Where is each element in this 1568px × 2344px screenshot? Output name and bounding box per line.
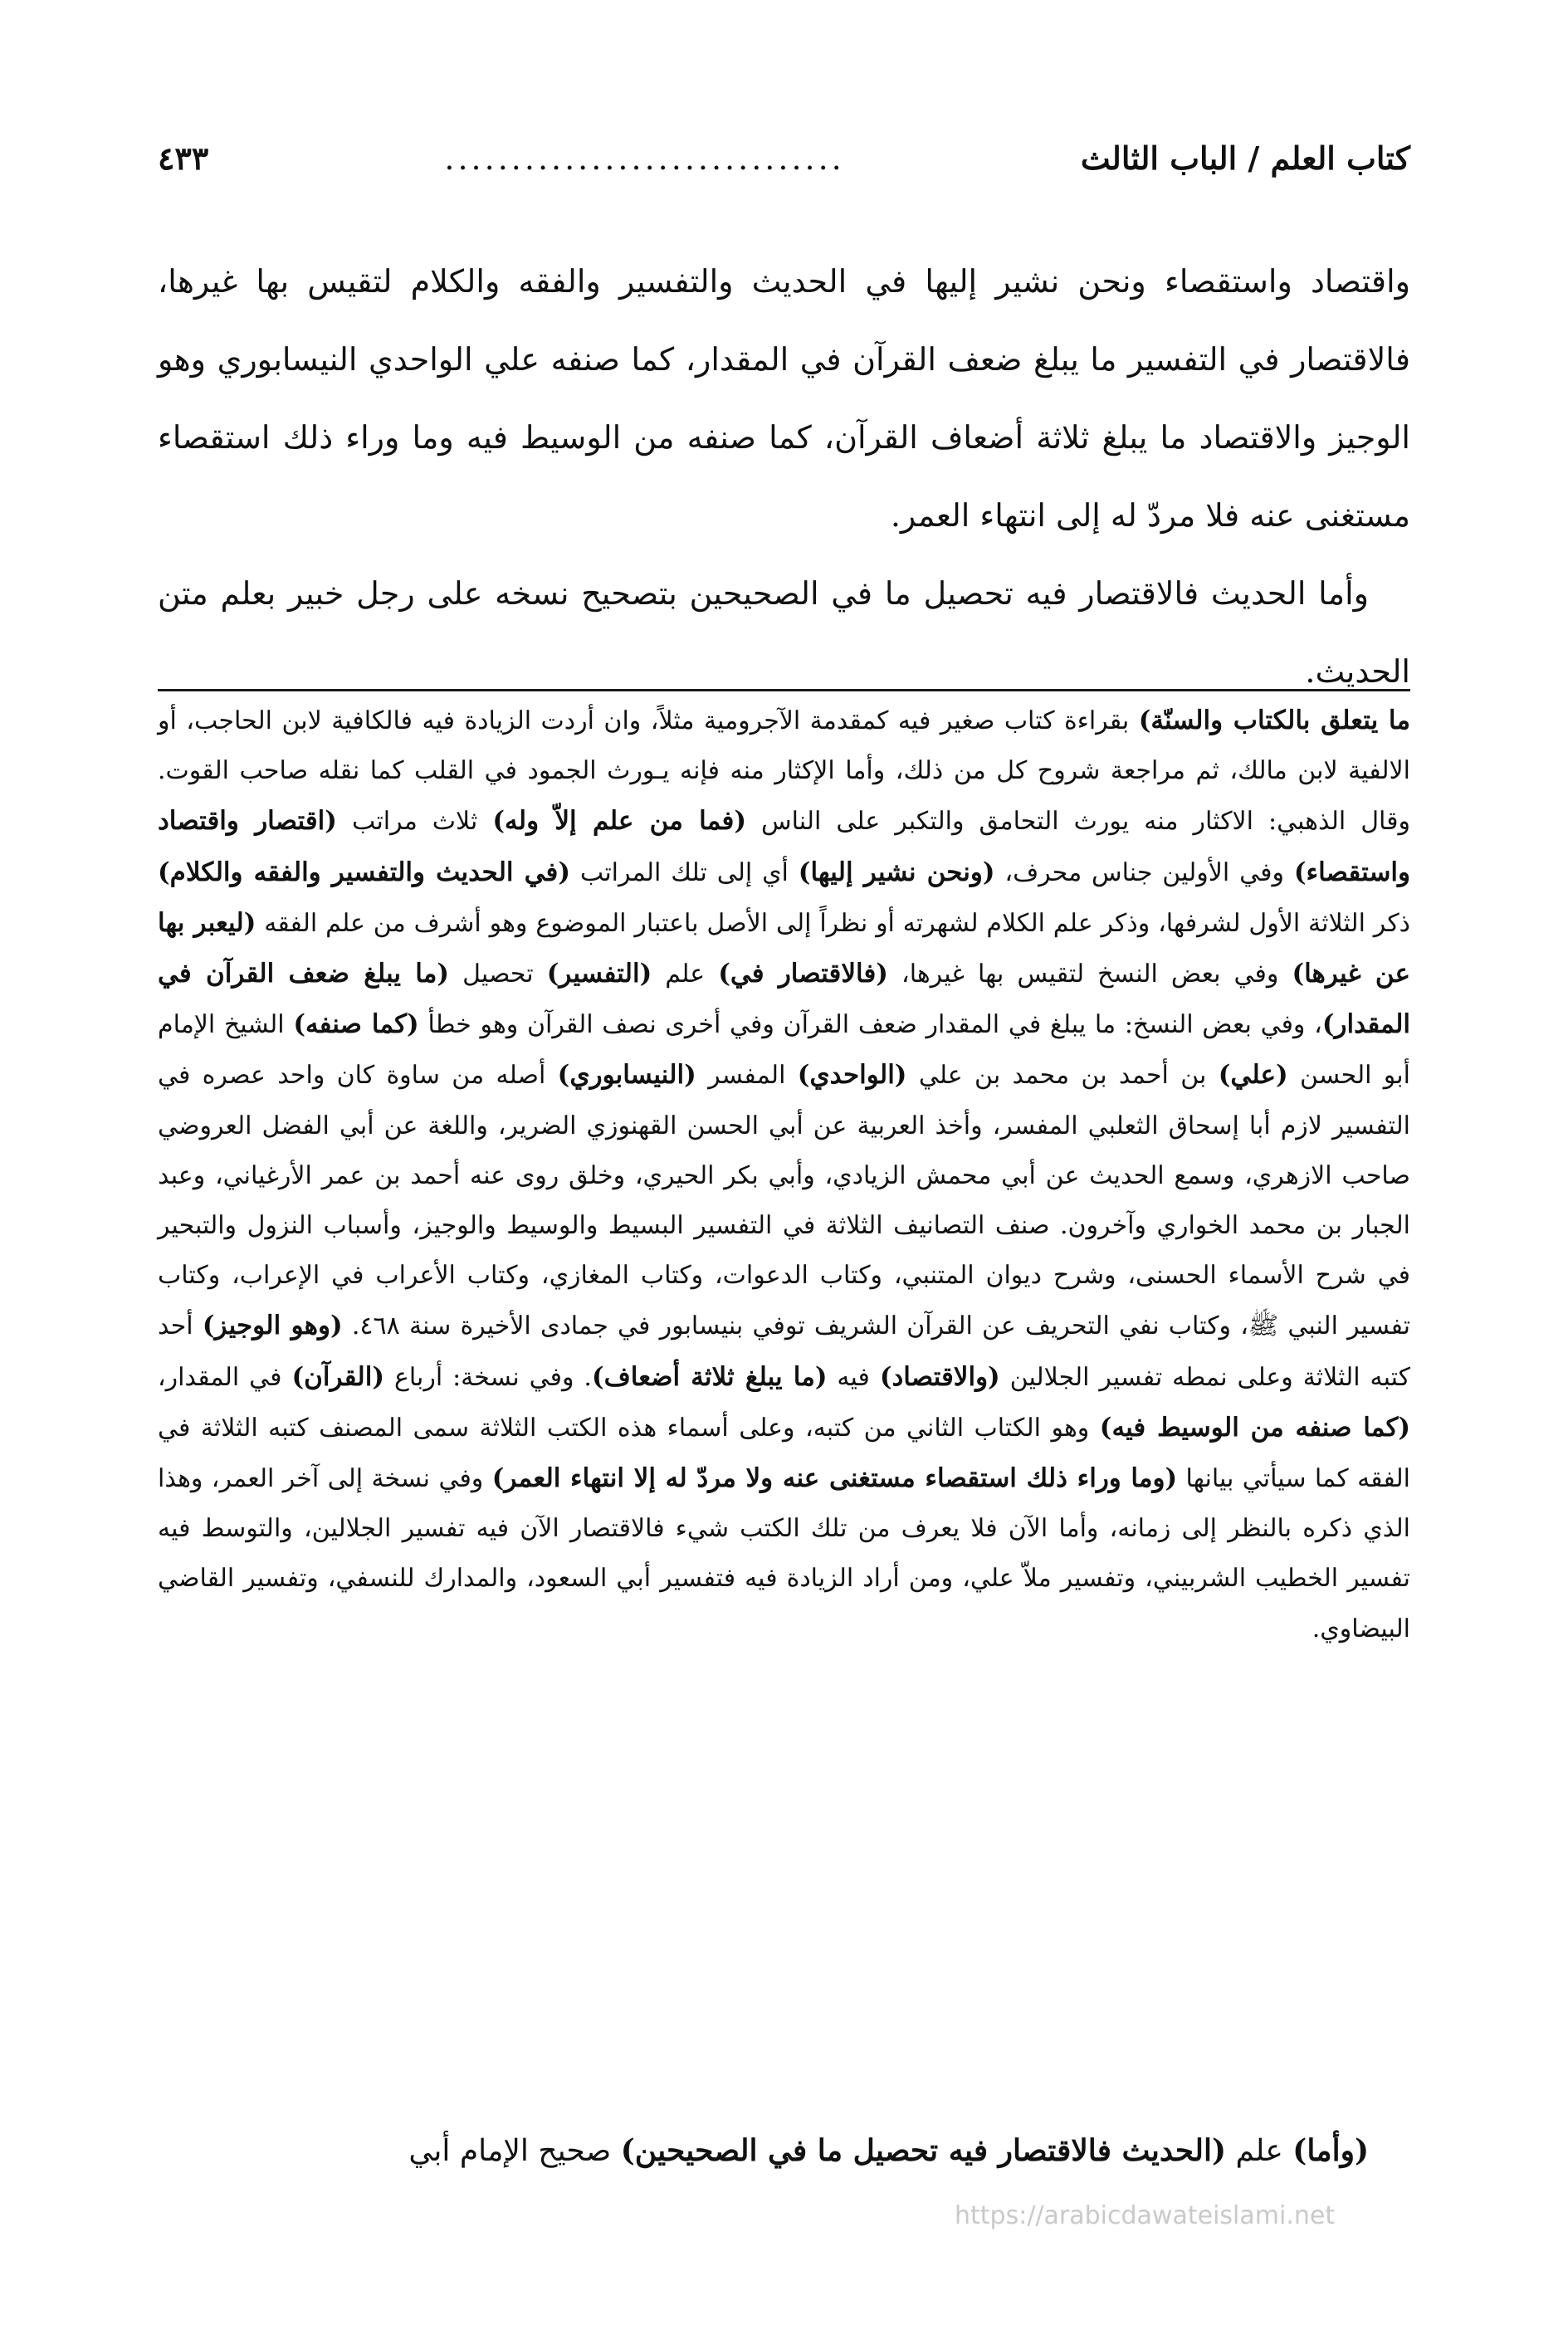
commentary-emphasis: (ليعبر بها عن غيرها) <box>158 907 1410 989</box>
commentary-text: وفي الأولين جناس محرف، <box>994 857 1294 887</box>
commentary-emphasis: (في الحديث والتفسير والفقه والكلام) <box>158 857 570 887</box>
leader-dots: .............................. <box>444 140 845 177</box>
page-number: ٤٣٣ <box>158 139 209 177</box>
footnote-divider <box>158 689 1410 691</box>
commentary-emphasis: (ما يبلغ ثلاثة أضعاف) <box>591 1361 828 1392</box>
commentary-emphasis: ما يتعلق بالكتاب والسنّة) <box>1138 706 1410 735</box>
commentary-emphasis: (علي) <box>1218 1060 1288 1091</box>
commentary-text: بن أحمد بن محمد بن علي <box>906 1061 1219 1091</box>
closing-plain-1: علم <box>1226 2134 1293 2168</box>
commentary-text: أحد كتبه الثلاثة وعلى نمطه تفسير الجلالين <box>158 1311 1410 1392</box>
commentary-text: علم <box>652 960 719 989</box>
commentary-text: تحصيل <box>449 960 547 989</box>
website-watermark: https://arabicdawateislami.net <box>955 2201 1336 2230</box>
commentary-paragraph <box>158 696 1410 1654</box>
commentary-text: وهو الكتاب الثاني من كتبه، وعلى أسماء هذه الكتب الثلاثة سمى المصنف كتبه الثلاثة في الفقه كما سيأتي بيانها <box>158 1413 1410 1494</box>
main-paragraph-2: وأما الحديث فالاقتصار فيه تحصيل ما في الصحيحين بتصحيح نسخه على رجل خبير بعلم متن الحديث. <box>158 575 1410 690</box>
commentary-emphasis: (اقتصار واقتصاد واستقصاء) <box>158 806 1411 887</box>
main-text <box>158 242 1410 711</box>
commentary-emphasis: (وما وراء ذلك استقصاء مستغنى عنه ولا مردّ له إلا انتهاء العمر) <box>491 1463 1178 1494</box>
commentary-emphasis: (التفسير) <box>546 959 652 989</box>
commentary-text: وفي نسخة إلى آخر العمر، وهذا الذي ذكره بالنظر إلى زمانه، وأما الآن فلا يعرف من تلك الكتب شيء فالاقتصار الآن فيه تفسير الجلالين، والتوسط فيه تفسير الخطيب الشربيني، وتفسير ملاّ علي، ومن أراد الزيادة فيه فتفسير أبي السعود، والمدارك للنسفي، وتفسير القاضي البيضاوي. <box>158 1464 1410 1643</box>
commentary-emphasis: (الواحدي) <box>797 1060 907 1091</box>
commentary-emphasis: (ما يبلغ ضعف القرآن في المقدار) <box>158 959 1411 1040</box>
commentary-text: الشيخ الإمام أبو الحسن <box>158 1010 1410 1091</box>
main-paragraph-1: واقتصاد واستقصاء ونحن نشير إليها في الحديث والتفسير والفقه والكلام لتقيس بها غيرها، فالاقتصار في التفسير ما يبلغ ضعف القرآن في المقدار، كما صنفه علي الواحدي النيسابوري وهو الوجيز والاقتصاد ما يبلغ ثلاثة أضعاف القرآن، كما صنفه من الوسيط فيه وما وراء ذلك استقصاء مستغنى عنه فلا مردّ له إلى انتهاء العمر. <box>158 263 1410 534</box>
commentary-emphasis: (النيسابوري) <box>557 1060 696 1091</box>
commentary-emphasis: (والاقتصاد) <box>879 1361 1000 1392</box>
commentary-emphasis: (كما صنفه من الوسيط فيه) <box>1099 1412 1410 1443</box>
commentary-emphasis: (فالاقتصار في) <box>718 959 888 989</box>
running-header <box>158 139 1410 189</box>
commentary-emphasis: (القرآن) <box>291 1361 385 1392</box>
commentary-text: . وفي نسخة: أرباع <box>384 1362 592 1392</box>
commentary-text: ثلاث مراتب <box>336 807 493 837</box>
commentary-text: أي إلى تلك المراتب <box>569 857 799 887</box>
commentary-block <box>158 696 1410 1654</box>
commentary-text: ، وفي بعض النسخ: ما يبلغ في المقدار ضعف القرآن وفي أخرى نصف القرآن وهو خطأ <box>418 1010 1322 1040</box>
closing-bold-1: (وأما) <box>1292 2133 1369 2168</box>
commentary-emphasis: (ونحن نشير إليها) <box>798 857 995 887</box>
commentary-emphasis: (كما صنفه) <box>293 1009 419 1040</box>
commentary-text: أصله من ساوة كان واحد عصره في التفسير لازم أبا إسحاق الثعلبي المفسر، وأخذ العربية عن أبي الحسن القهنوزي الضرير، واللغة عن أبي الفضل العروضي صاحب الازهري، وسمع الحديث عن أبي محمش الزيادي، وأبي بكر الحيري، وخلق روى عنه أحمد بن عمر الأرغياني، وعبد الجبار بن محمد الخواري وآخرون. صنف التصانيف الثلاثة في التفسير البسيط والوسيط والوجيز، وأسباب النزول والتبحير في شرح الأسماء الحسنى، وشرح ديوان المتنبي، وكتاب الدعوات، وكتاب المغازي، وكتاب الأعراب في الإعراب، وكتاب تفسير النبي ﷺ، وكتاب نفي التحريف عن القرآن الشريف توفي بنيسابور في جمادى الأخيرة سنة ٤٦٨. <box>158 1061 1411 1341</box>
commentary-text: وفي بعض النسخ لتقيس بها غيرها، <box>887 960 1292 989</box>
closing-bold-2: (الحديث فالاقتصار فيه تحصيل ما في الصحيحين) <box>620 2133 1227 2168</box>
commentary-text: بقراءة كتاب صغير فيه كمقدمة الآجرومية مثلاً، وان أردت الزيادة فيه فالكافية لابن الحاجب، أو الالفية لابن مالك، ثم مراجعة شروح كل من ذلك، وأما الإكثار منه فإنه يـورث الجمود في القلب كما نقله صاحب القوت. وقال الذهبي: الاكثار منه يورث التحامق والتكبر على الناس <box>158 706 1410 837</box>
commentary-text: المفسر <box>696 1061 798 1091</box>
closing-plain-2: صحيح الإمام أبي <box>408 2134 621 2168</box>
commentary-text: ذكر الثلاثة الأول لشرفها، وذكر علم الكلام لشهرته أو نظراً إلى الأصل باعتبار الموضوع وهو أشرف من علم الفقه <box>256 908 1410 938</box>
chapter-title: كتاب العلم / الباب الثالث <box>1080 139 1410 177</box>
commentary-text: في المقدار، <box>158 1362 292 1392</box>
commentary-emphasis: (وهو الوجيز) <box>202 1311 343 1341</box>
closing-line <box>158 2122 1410 2180</box>
commentary-text: فيه <box>827 1362 880 1392</box>
commentary-emphasis: (فما من علم إلاّ وله) <box>492 806 746 837</box>
